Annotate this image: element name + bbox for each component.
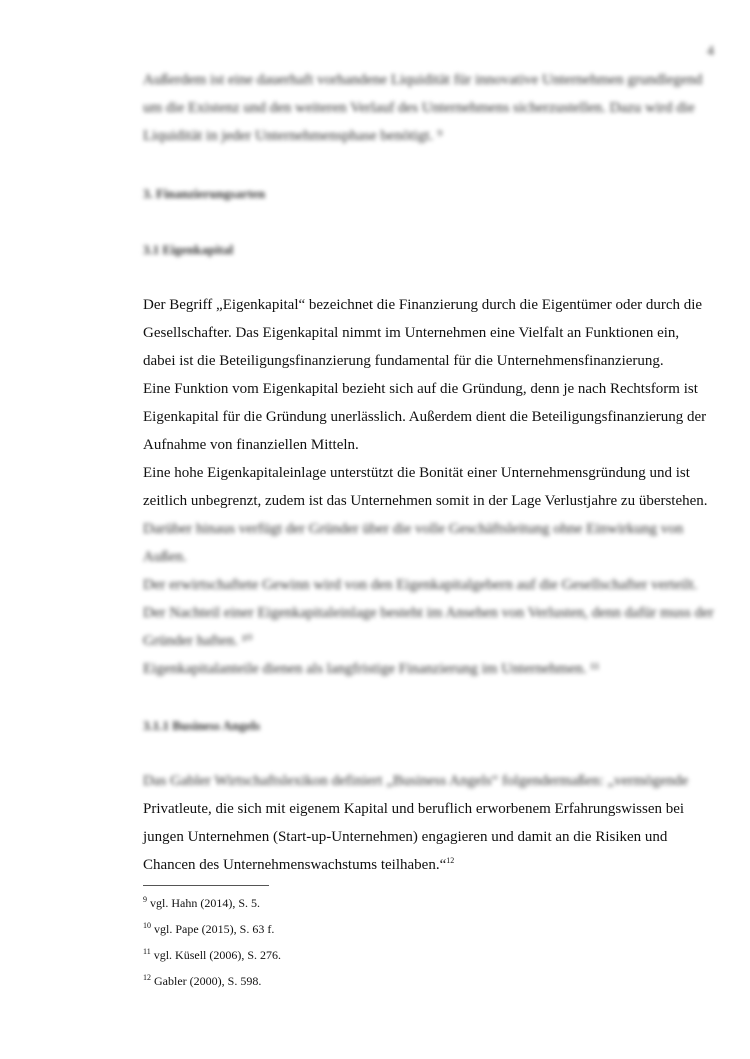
text-line: jungen Unternehmen (Start-up-Unternehmen) engagieren und damit an die Risiken und [143, 829, 668, 845]
footnote-text: Gabler (2000), S. 598. [154, 974, 262, 988]
text-line: Gründer haften. ¹⁰ [143, 633, 253, 649]
footnote-number: 11 [143, 947, 151, 956]
text-line: Eine hohe Eigenkapitaleinlage unterstützt die Bonität einer Unternehmensgründung und ist [143, 465, 690, 481]
text-line-content: Chancen des Unternehmenswachstums teilhaben.“ [143, 857, 447, 873]
intro-line: Liquidität in jeder Unternehmensphase benötigt. ⁹ [143, 128, 443, 144]
text-line: dabei ist die Beteiligungsfinanzierung fundamental für die Unternehmensfinanzierung. [143, 353, 664, 369]
footnote-text: vgl. Küsell (2006), S. 276. [153, 948, 282, 962]
footnote [143, 973, 261, 989]
page-number: 4 [707, 44, 714, 59]
business-angels-paragraph [143, 795, 710, 879]
text-line: Privatleute, die sich mit eigenem Kapital und beruflich erworbenem Erfahrungswissen bei [143, 801, 685, 817]
text-line: Außen. [143, 549, 187, 565]
heading-eigenkapital: 3.1 Eigenkapital [143, 242, 234, 257]
footnote-number: 10 [143, 921, 151, 930]
text-line: Der Nachteil einer Eigenkapitaleinlage besteht im Ansehen von Verlusten, denn dafür muss der [143, 605, 714, 621]
business-angels-blurred-line [143, 767, 710, 795]
text-line: Aufnahme von finanziellen Mitteln. [143, 437, 359, 453]
text-line: Darüber hinaus verfügt der Gründer über die volle Geschäftsleitung ohne Einwirkung von [143, 521, 684, 537]
heading-business-angels: 3.1.1 Business Angels [143, 718, 261, 733]
eigenkapital-paragraph [143, 291, 710, 515]
eigenkapital-blurred-paragraph [143, 515, 714, 683]
text-line [143, 851, 710, 879]
text-line: Gesellschafter. Das Eigenkapital nimmt im Unternehmen eine Vielfalt an Funktionen ein, [143, 325, 680, 341]
footnote [143, 947, 281, 963]
intro-paragraph [143, 66, 710, 150]
intro-line: Außerdem ist eine dauerhaft vorhandene Liquidität für innovative Unternehmen grundlegend [143, 72, 703, 88]
text-line: Eine Funktion vom Eigenkapital bezieht sich auf die Gründung, denn je nach Rechtsform ist [143, 381, 698, 397]
footnote-number: 9 [143, 895, 147, 904]
text-line: Eigenkapitalanteile dienen als langfristige Finanzierung im Unternehmen. ¹¹ [143, 661, 600, 677]
footnote [143, 921, 274, 937]
footnote-divider [143, 885, 269, 886]
text-line: Der Begriff „Eigenkapital“ bezeichnet die Finanzierung durch die Eigentümer oder durch die [143, 297, 703, 313]
text-line: zeitlich unbegrenzt, zudem ist das Unternehmen somit in der Lage Verlustjahre zu überstehen. [143, 493, 708, 509]
footnote [143, 895, 260, 911]
footnote-number: 12 [143, 973, 151, 982]
footnote-ref: 12 [446, 856, 455, 865]
text-line: Das Gabler Wirtschaftslexikon definiert „Business Angels“ folgendermaßen: „vermögende [143, 773, 689, 789]
text-line: Eigenkapital für die Gründung unerlässlich. Außerdem dient die Beteiligungsfinanzierung der [143, 409, 707, 425]
footnote-text: vgl. Hahn (2014), S. 5. [150, 896, 260, 910]
text-line: Der erwirtschaftete Gewinn wird von den Eigenkapitalgebern auf die Gesellschafter verteilt. [143, 577, 698, 593]
footnote-text: vgl. Pape (2015), S. 63 f. [154, 922, 275, 936]
intro-line: um die Existenz und den weiteren Verlauf des Unternehmens sicherzustellen. Dazu wird die [143, 100, 695, 116]
heading-finanzierungsarten: 3. Finanzierungsarten [143, 186, 266, 201]
